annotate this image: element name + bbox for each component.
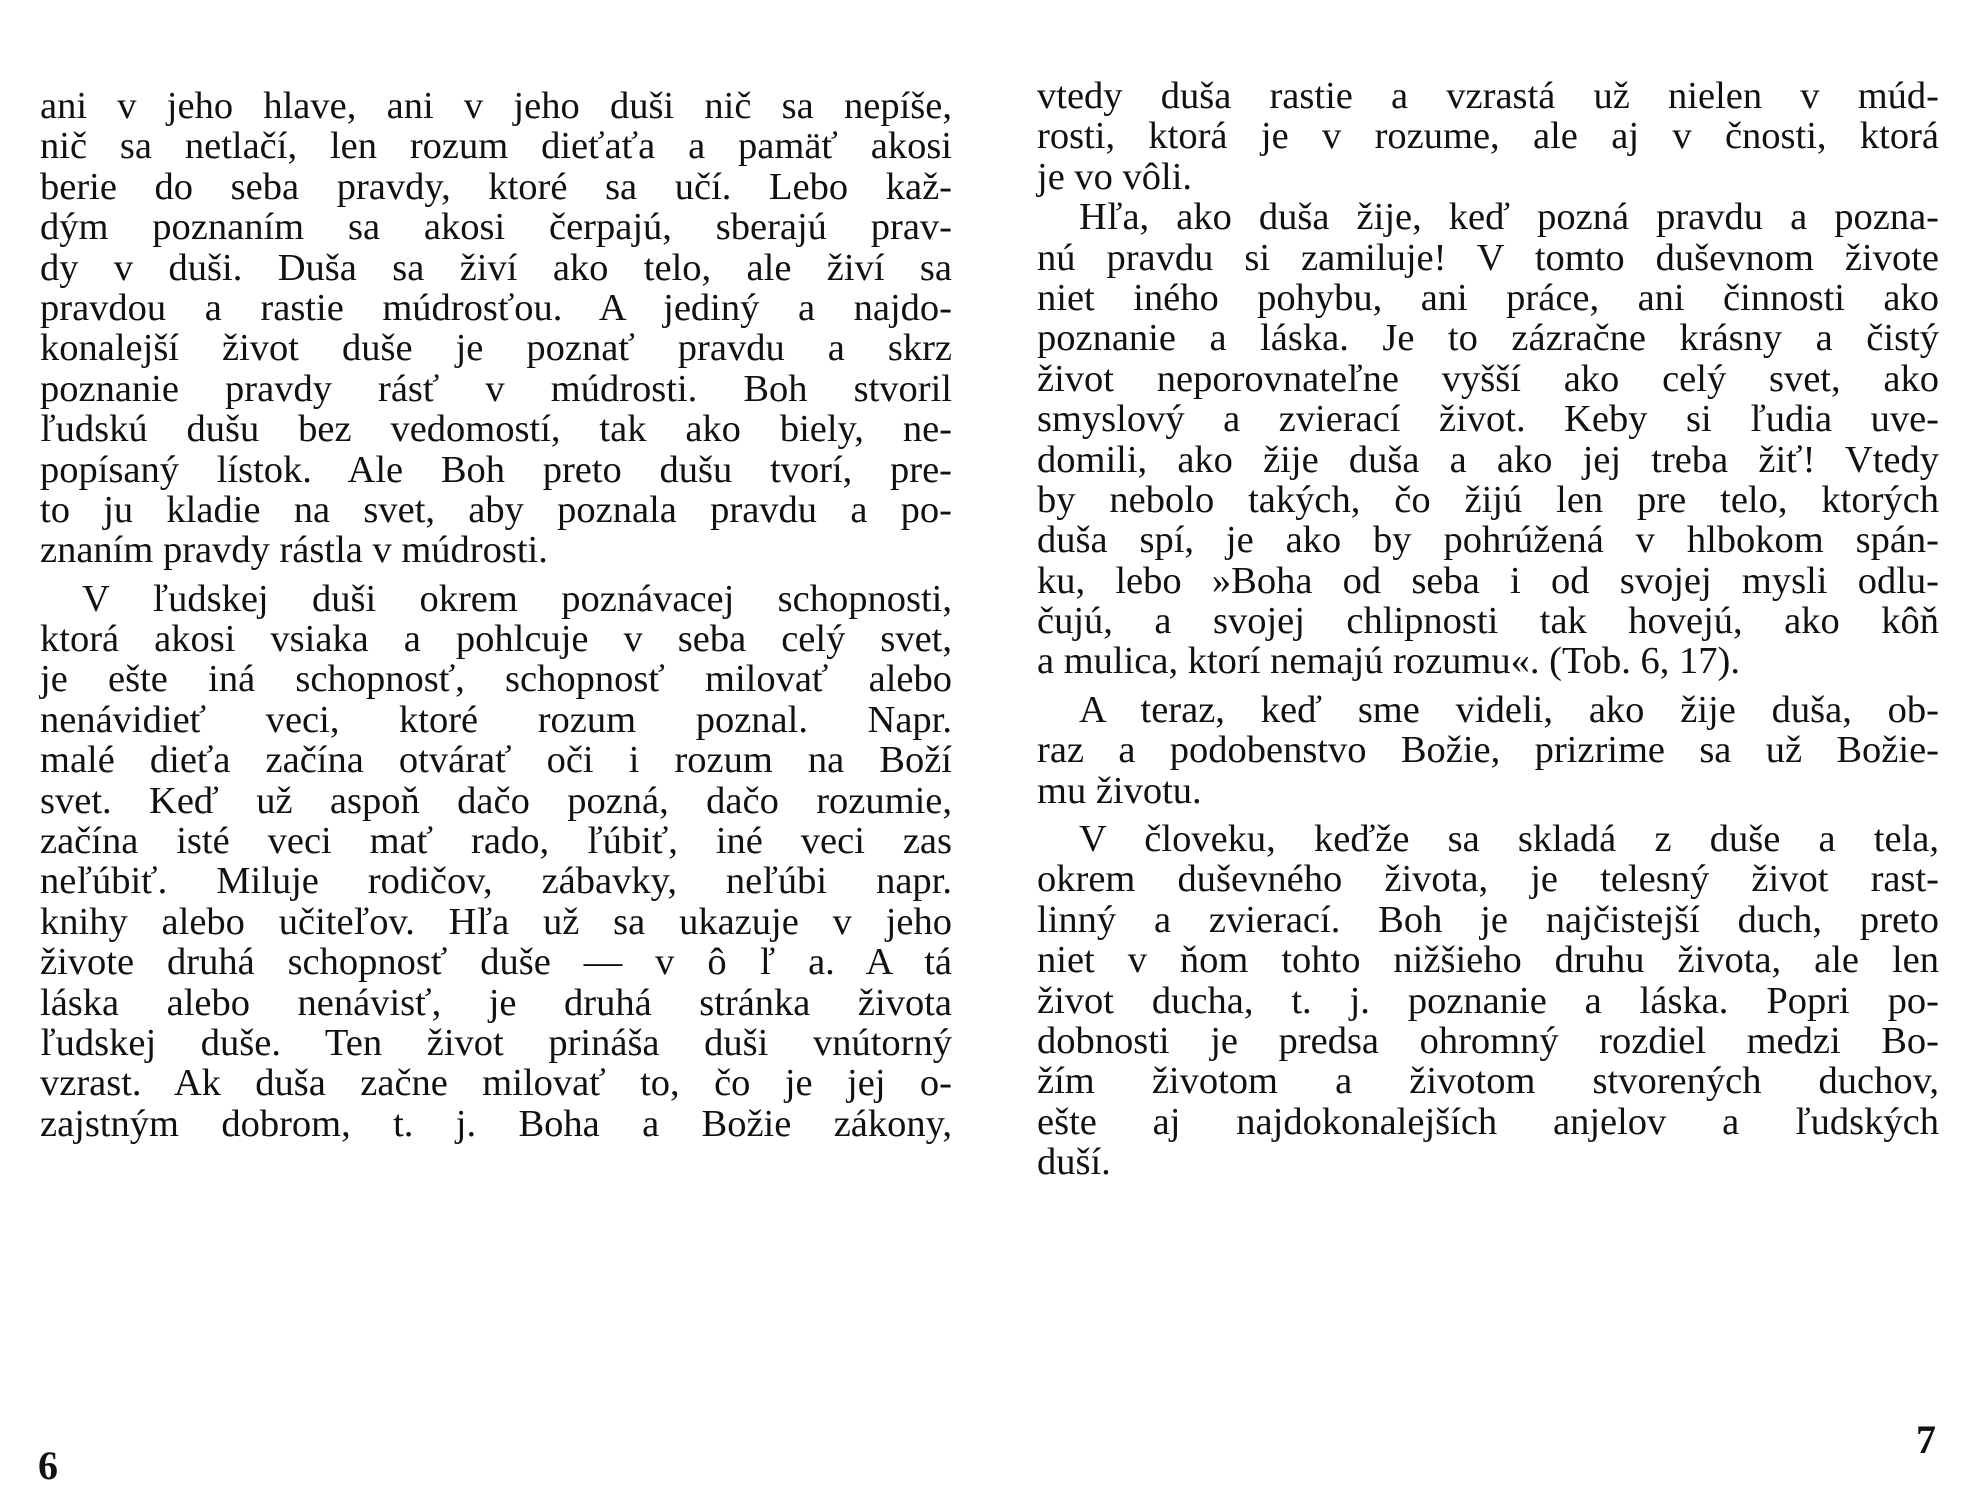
text-line: neľúbiť. Miluje rodičov, zábavky, neľúbi napr. <box>40 860 952 903</box>
text-line: duší. <box>1037 1141 1111 1184</box>
text-line: život neporovnateľne vyšší ako celý svet, ako <box>1037 357 1939 400</box>
text-line: niet v ňom tohto nižšieho druhu života, ale len <box>1037 939 1939 982</box>
text-line: poznanie pravdy rásť v múdrosti. Boh stvoril <box>40 367 952 410</box>
right-text-column <box>1037 76 1939 1183</box>
text-line: svet. Keď už aspoň dačo pozná, dačo rozumie, <box>40 779 952 822</box>
text-line: ktorá akosi vsiaka a pohlcuje v seba celý svet, <box>40 618 952 661</box>
text-line: dým poznaním sa akosi čerpajú, sberajú prav- <box>40 206 952 249</box>
text-line: linný a zvierací. Boh je najčistejší duch, preto <box>1037 898 1939 941</box>
text-line: dy v duši. Duša sa živí ako telo, ale živí sa <box>40 246 952 289</box>
text-line: život ducha, t. j. poznanie a láska. Popri po- <box>1037 979 1939 1022</box>
text-line: ľudskú dušu bez vedomostí, tak ako biely, ne- <box>40 408 952 451</box>
text-line: mu životu. <box>1037 769 1202 812</box>
text-line: žím životom a životom stvorených duchov, <box>1037 1060 1939 1103</box>
text-line: začína isté veci mať rado, ľúbiť, iné veci zas <box>40 820 952 863</box>
text-line: ľudskej duše. Ten život prináša duši vnútorný <box>40 1021 952 1064</box>
text-line: niet iného pohybu, ani práce, ani činnosti ako <box>1037 276 1939 319</box>
text-line: V človeku, keďže sa skladá z duše a tela, <box>1079 818 1939 861</box>
right-page <box>989 0 1978 1500</box>
text-line: Hľa, ako duša žije, keď pozná pravdu a pozna- <box>1079 196 1939 239</box>
left-text-column <box>40 86 952 1144</box>
text-line: poznanie a láska. Je to zázračne krásny a čistý <box>1037 317 1939 360</box>
text-line: ešte aj najdokonalejších anjelov a ľudských <box>1037 1100 1939 1143</box>
text-line: smyslový a zvierací život. Keby si ľudia uve- <box>1037 398 1939 441</box>
text-line: okrem duševného života, je telesný život rast- <box>1037 858 1939 901</box>
page-number: 7 <box>1916 1417 1936 1462</box>
text-line: rosti, ktorá je v rozume, ale aj v čnosti, ktorá <box>1037 115 1939 158</box>
text-line: znaním pravdy rástla v múdrosti. <box>40 529 548 572</box>
text-line: malé dieťa začína otvárať oči i rozum na Boží <box>40 739 952 782</box>
text-line: je ešte iná schopnosť, schopnosť milovať alebo <box>40 658 952 701</box>
text-line: živote druhá schopnosť duše — v ô ľ a. A tá <box>40 941 952 984</box>
text-line: dobnosti je predsa ohromný rozdiel medzi Bo- <box>1037 1019 1939 1062</box>
text-line: raz a podobenstvo Božie, prizrime sa už Božie- <box>1037 729 1939 772</box>
text-line: nenávidieť veci, ktoré rozum poznal. Napr. <box>40 698 952 741</box>
text-line: a mulica, ktorí nemajú rozumu«. (Tob. 6, 17). <box>1037 640 1740 683</box>
text-line: pravdou a rastie múdrosťou. A jediný a najdo- <box>40 286 952 329</box>
text-line: duša spí, je ako by pohrúžená v hlbokom spán- <box>1037 519 1939 562</box>
text-line: berie do seba pravdy, ktoré sa učí. Lebo kaž- <box>40 165 952 208</box>
text-line: V ľudskej duši okrem poznávacej schopnosti, <box>82 577 952 620</box>
text-line: knihy alebo učiteľov. Hľa už sa ukazuje v jeho <box>40 900 952 943</box>
text-line: nú pravdu si zamiluje! V tomto duševnom živote <box>1037 236 1939 279</box>
text-line: láska alebo nenávisť, je druhá stránka života <box>40 981 952 1024</box>
text-line: čujú, a svojej chlipnosti tak hovejú, ako kôň <box>1037 600 1939 643</box>
text-line: vtedy duša rastie a vzrastá už nielen v múd- <box>1037 75 1939 117</box>
text-line: by nebolo takých, čo žijú len pre telo, ktorých <box>1037 478 1939 521</box>
text-line: popísaný lístok. Ale Boh preto dušu tvorí, pre- <box>40 448 952 491</box>
text-line: zajstným dobrom, t. j. Boha a Božie zákony, <box>40 1102 952 1145</box>
text-line: nič sa netlačí, len rozum dieťaťa a pamäť akosi <box>40 125 952 168</box>
page-number: 6 <box>38 1443 58 1488</box>
text-line: A teraz, keď sme videli, ako žije duša, ob- <box>1079 688 1939 731</box>
text-line: konalejší život duše je poznať pravdu a skrz <box>40 327 952 370</box>
text-line: domili, ako žije duša a ako jej treba žiť! Vtedy <box>1037 438 1939 481</box>
text-line: ku, lebo »Boha od seba i od svojej mysli odlu- <box>1037 559 1939 602</box>
text-line: to ju kladie na svet, aby poznala pravdu a po- <box>40 488 952 531</box>
text-line: vzrast. Ak duša začne milovať to, čo je jej o- <box>40 1062 952 1105</box>
text-line: ani v jeho hlave, ani v jeho duši nič sa nepíše, <box>40 85 952 127</box>
text-line: je vo vôli. <box>1037 155 1193 198</box>
